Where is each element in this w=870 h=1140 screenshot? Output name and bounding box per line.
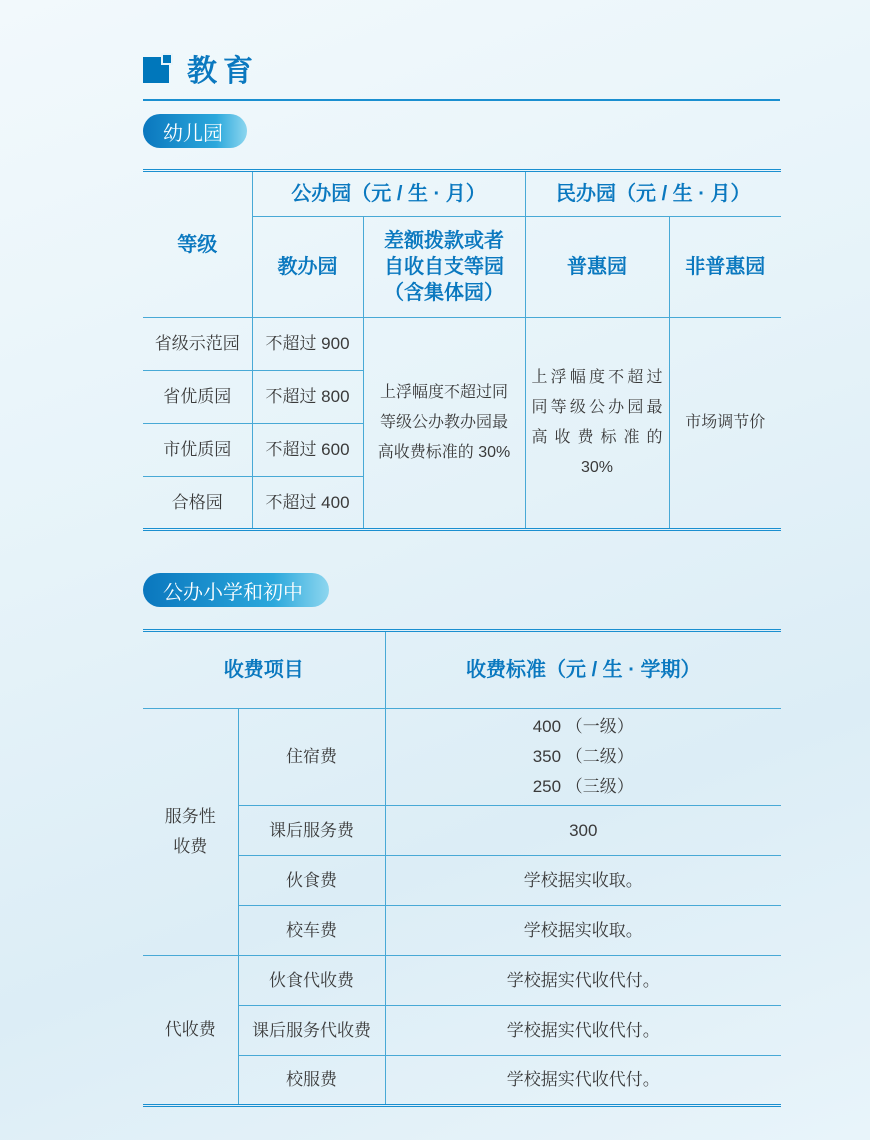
school-fee-table: [143, 629, 781, 1107]
header-private-group: 民办园（元 / 生 · 月）: [525, 171, 781, 217]
fee-value: 学校据实收取。: [385, 906, 781, 956]
header-public-group: 公办园（元 / 生 · 月）: [252, 171, 525, 217]
kindergarten-label: 幼儿园: [143, 114, 247, 148]
square-bullet-icon: [143, 53, 173, 83]
agency-fee-group: 代收费: [143, 956, 238, 1106]
fee-value: 学校据实收取。: [385, 856, 781, 906]
fee-cell: 不超过 800: [252, 371, 363, 424]
title-divider: [143, 99, 780, 101]
fee-value: 学校据实代收代付。: [385, 1056, 781, 1106]
header-fee-item: 收费项目: [143, 631, 385, 709]
page-title: 教育: [187, 55, 259, 88]
header-private-inclusive: 普惠园: [525, 217, 669, 318]
header-fee-standard: 收费标准（元 / 生 · 学期）: [385, 631, 781, 709]
grade-cell: 市优质园: [143, 424, 252, 477]
service-fee-group: 服务性 收费: [143, 709, 238, 956]
fee-item: 伙食费: [238, 856, 385, 906]
fee-value: 学校据实代收代付。: [385, 956, 781, 1006]
kindergarten-fee-table: [143, 169, 781, 531]
fee-cell: 不超过 400: [252, 477, 363, 530]
fee-value: 学校据实代收代付。: [385, 1006, 781, 1056]
grade-cell: 省级示范园: [143, 318, 252, 371]
fee-item: 课后服务费: [238, 806, 385, 856]
header-grade: 等级: [143, 171, 252, 318]
fee-cell: 不超过 600: [252, 424, 363, 477]
header-public-edu: 教办园: [252, 217, 363, 318]
fee-item: 课后服务代收费: [238, 1006, 385, 1056]
header-public-diff: 差额拨款或者 自收自支等园 （含集体园）: [363, 217, 525, 318]
fee-item: 校服费: [238, 1056, 385, 1106]
fee-item: 校车费: [238, 906, 385, 956]
fee-value: 300: [385, 806, 781, 856]
section-title: [143, 50, 259, 86]
school-label: 公办小学和初中: [143, 573, 329, 607]
header-private-non-inclusive: 非普惠园: [669, 217, 781, 318]
fee-item: 住宿费: [238, 709, 385, 806]
fee-cell: 不超过 900: [252, 318, 363, 371]
grade-cell: 省优质园: [143, 371, 252, 424]
non-inclusive-note: 市场调节价: [669, 318, 781, 530]
public-diff-note: 上浮幅度不超过同 等级公办教办园最 高收费标准的 30%: [363, 318, 525, 530]
fee-item: 伙食代收费: [238, 956, 385, 1006]
inclusive-note: 上浮幅度不超过 同等级公办园最 高 收 费 标 准 的 30%: [525, 318, 669, 530]
fee-value: 400 （一级） 350 （二级） 250 （三级）: [385, 709, 781, 806]
grade-cell: 合格园: [143, 477, 252, 530]
